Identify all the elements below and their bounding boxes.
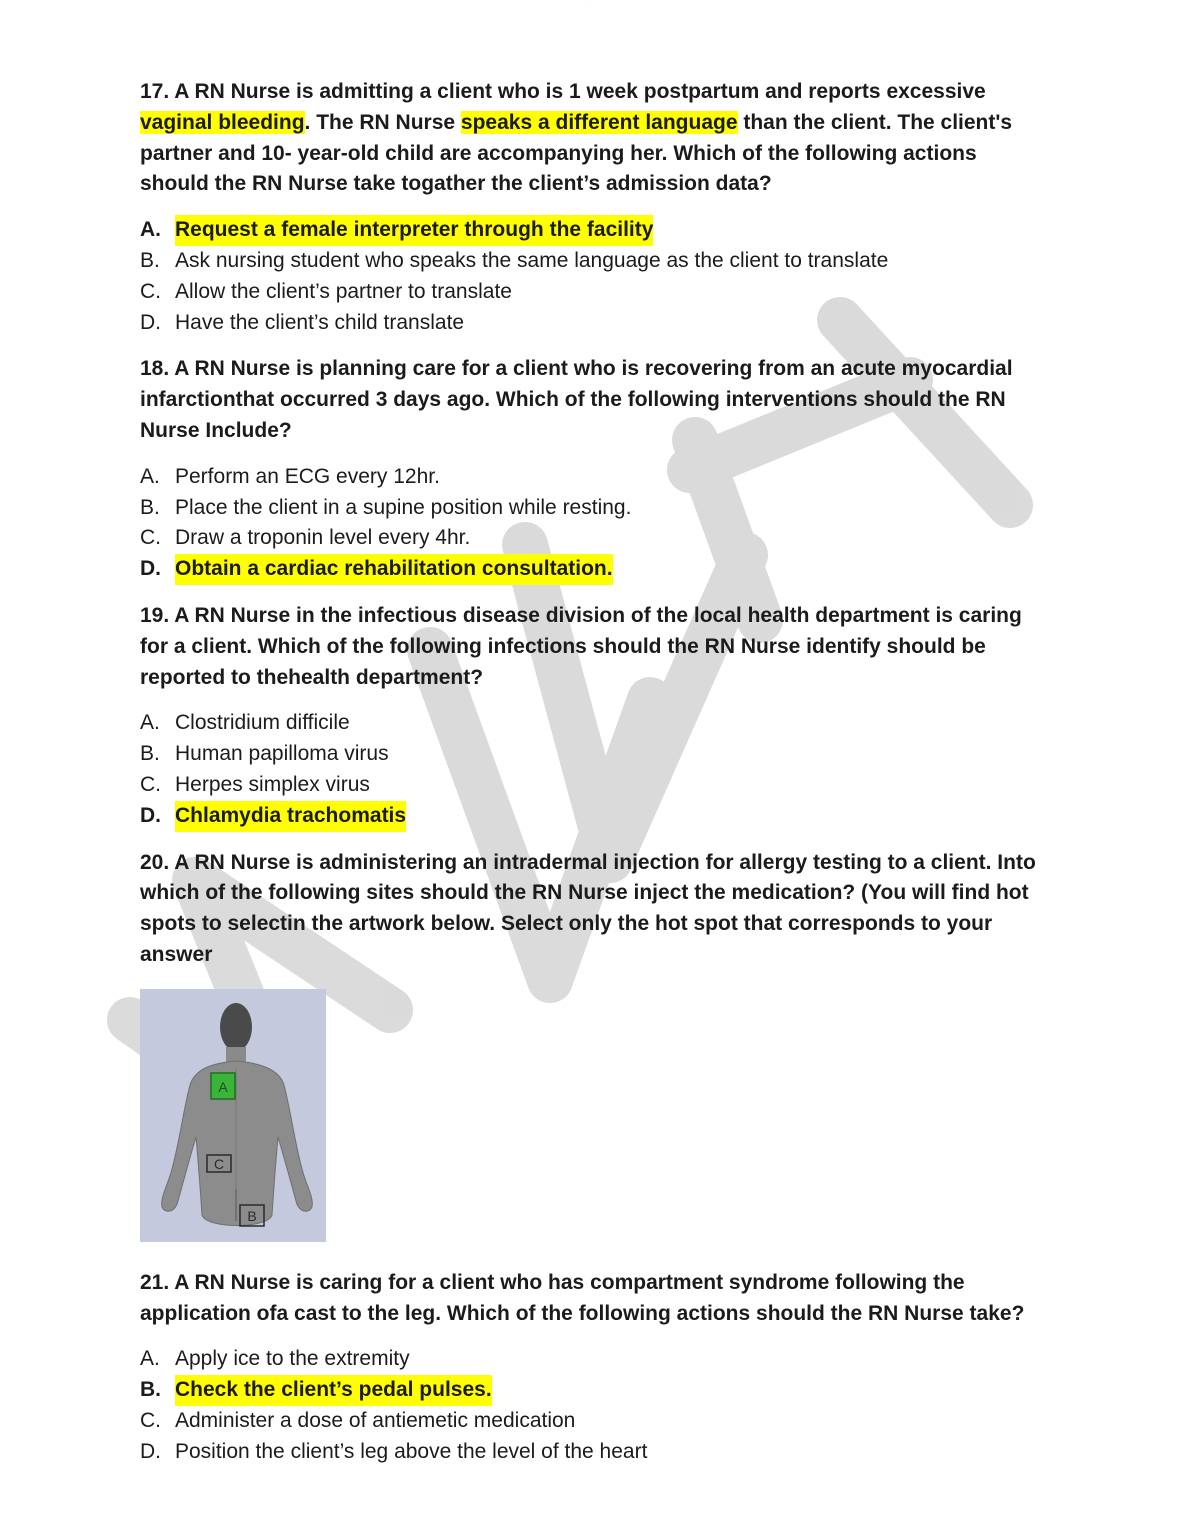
- option-text: Allow the client’s partner to translate: [175, 279, 512, 303]
- hotspot-a[interactable]: [211, 1073, 235, 1099]
- option-d[interactable]: [140, 308, 1050, 339]
- option-d[interactable]: [140, 554, 1050, 585]
- option-letter: D.: [140, 1439, 161, 1463]
- stem-text: than the client. The client's partner and 10- year-old child are accompanying her. Which of the following actions should the RN Nurse take togather the client’s admission data?: [140, 110, 1013, 196]
- option-text: Perform an ECG every 12hr.: [175, 464, 440, 488]
- hotspot-label: B: [247, 1207, 257, 1224]
- answer-options: [140, 215, 1050, 338]
- option-letter: D.: [140, 803, 161, 827]
- option-letter: B.: [140, 495, 160, 519]
- option-a[interactable]: [140, 708, 1050, 739]
- question-stem: 20. A RN Nurse is administering an intradermal injection for allergy testing to a client. Into which of the following sites should the RN Nurse inject the medication? (You will find hot spots to selectin the artwork below. Select only the hot spot that corresponds to your answer: [140, 850, 1036, 966]
- question-stem: 18. A RN Nurse is planning care for a client who is recovering from an acute myocardial infarctionthat occurred 3 days ago. Which of the following interventions should the RN Nurse Include?: [140, 357, 1013, 442]
- option-letter: C.: [140, 1408, 161, 1432]
- option-b[interactable]: [140, 493, 1050, 524]
- option-letter: A.: [140, 1347, 160, 1371]
- option-a[interactable]: [140, 215, 1050, 246]
- option-text: Clostridium difficile: [175, 711, 350, 735]
- body-back-illustration: [140, 989, 326, 1242]
- option-letter: D.: [140, 310, 161, 334]
- question-stem: 19. A RN Nurse in the infectious disease division of the local health department is caring for a client. Which of the following infections should the RN Nurse identify should be reported to thehealth department?: [140, 603, 1022, 689]
- document-page: [140, 77, 1050, 1484]
- option-b[interactable]: [140, 1375, 1050, 1406]
- stem-text: 17. A RN Nurse is admitting a client who is 1 week postpartum and reports excessive: [140, 80, 986, 103]
- option-a[interactable]: [140, 1344, 1050, 1375]
- question-18: [140, 354, 1050, 585]
- option-text: Position the client’s leg above the level of the heart: [175, 1439, 648, 1463]
- question-21: [140, 1268, 1050, 1468]
- hotspot-artwork: [140, 989, 326, 1242]
- option-b[interactable]: [140, 246, 1050, 277]
- question-stem: 21. A RN Nurse is caring for a client who has compartment syndrome following the application ofa cast to the leg. Which of the following actions should the RN Nurse take?: [140, 1270, 1025, 1325]
- stem-highlight: speaks a different language: [460, 110, 738, 134]
- option-text: Chlamydia trachomatis: [175, 801, 406, 832]
- option-letter: B.: [140, 1378, 161, 1402]
- option-letter: B.: [140, 248, 160, 272]
- option-letter: B.: [140, 742, 160, 766]
- option-d[interactable]: [140, 1437, 1050, 1468]
- question-19: [140, 601, 1050, 832]
- option-letter: A.: [140, 464, 160, 488]
- header-note: · · ·: [583, 2, 588, 6]
- answer-options: [140, 1344, 1050, 1467]
- option-text: Herpes simplex virus: [175, 772, 370, 796]
- option-letter: C.: [140, 279, 161, 303]
- stem-highlight: vaginal bleeding: [140, 110, 305, 134]
- hotspot-label: A: [218, 1078, 228, 1095]
- option-c[interactable]: [140, 1406, 1050, 1437]
- question-17: [140, 77, 1050, 338]
- option-letter: C.: [140, 772, 161, 796]
- option-b[interactable]: [140, 739, 1050, 770]
- option-letter: A.: [140, 711, 160, 735]
- option-letter: A.: [140, 218, 161, 242]
- question-20: [140, 848, 1050, 1242]
- option-letter: C.: [140, 526, 161, 550]
- option-c[interactable]: [140, 523, 1050, 554]
- option-text: Have the client’s child translate: [175, 310, 465, 334]
- hotspot-label: C: [213, 1155, 225, 1172]
- answer-options: [140, 462, 1050, 585]
- option-letter: D.: [140, 557, 161, 581]
- stem-text: . The RN Nurse: [304, 110, 461, 134]
- option-text: Draw a troponin level every 4hr.: [175, 526, 471, 550]
- option-c[interactable]: [140, 770, 1050, 801]
- head-shape: [220, 1003, 252, 1051]
- option-a[interactable]: [140, 462, 1050, 493]
- option-text: Request a female interpreter through the facility: [175, 215, 653, 246]
- option-text: Administer a dose of antiemetic medication: [175, 1408, 576, 1432]
- option-text: Human papilloma virus: [175, 742, 389, 766]
- question-stem: [140, 77, 1050, 200]
- option-text: Ask nursing student who speaks the same language as the client to translate: [175, 248, 889, 272]
- option-text: Apply ice to the extremity: [175, 1347, 410, 1371]
- option-d[interactable]: [140, 801, 1050, 832]
- option-text: Check the client’s pedal pulses.: [175, 1375, 492, 1406]
- answer-options: [140, 708, 1050, 831]
- option-c[interactable]: [140, 277, 1050, 308]
- option-text: Obtain a cardiac rehabilitation consultation.: [175, 554, 613, 585]
- option-text: Place the client in a supine position while resting.: [175, 495, 632, 519]
